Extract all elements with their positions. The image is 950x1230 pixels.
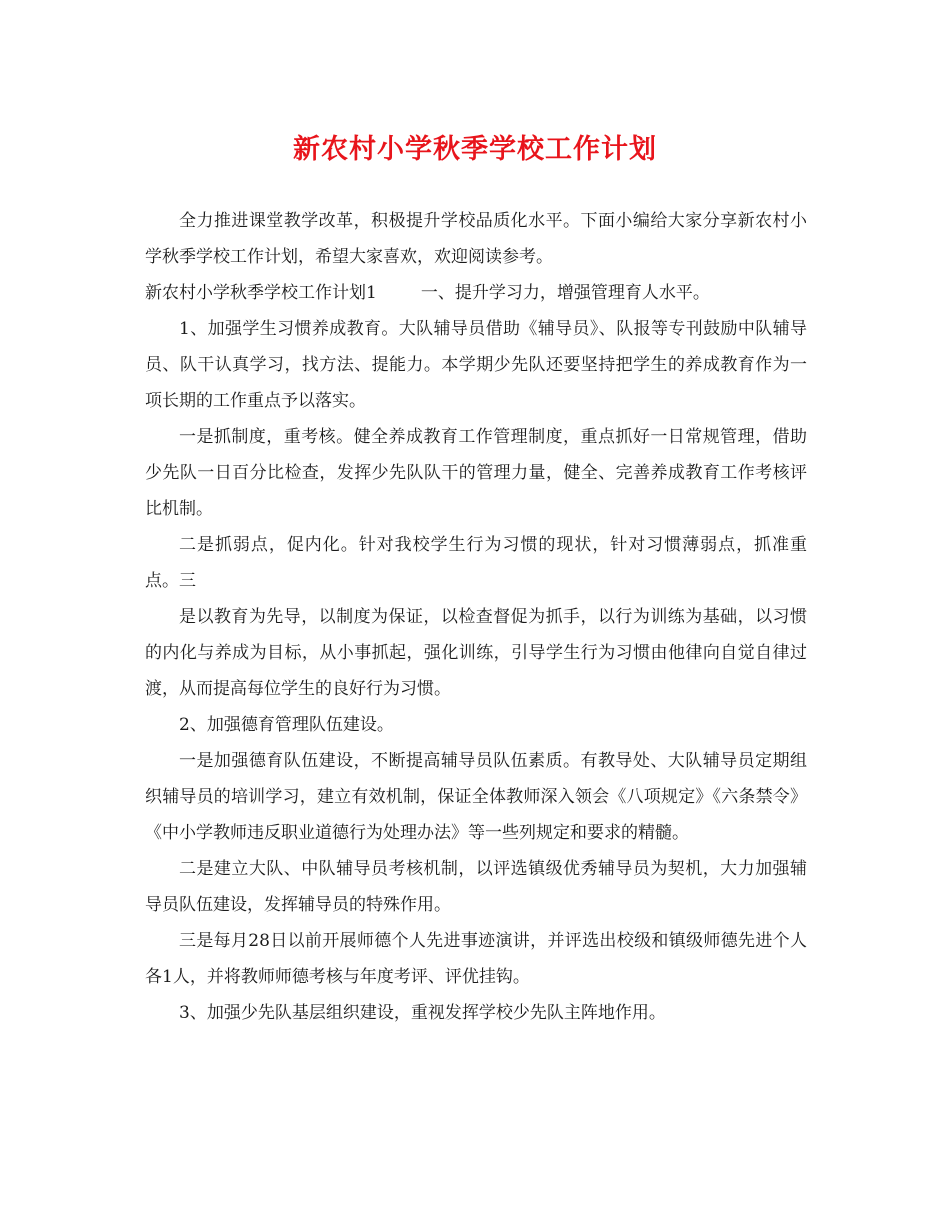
- plan-heading-line: [145, 275, 807, 311]
- paragraph-pioneer-organization: 3、加强少先队基层组织建设，重视发挥学校少先队主阵地作用。: [179, 1003, 666, 1023]
- plan-heading-label: 新农村小学秋季学校工作计划1: [145, 283, 377, 303]
- paragraph-weak-points: 二是抓弱点，促内化。针对我校学生行为习惯的现状，针对习惯薄弱点，抓准重点。三: [145, 535, 807, 591]
- paragraph-habit-education: 1、加强学生习惯养成教育。大队辅导员借助《辅导员》、队报等专刊鼓励中队辅导员、队干认真学习，找方法、提能力。本学期少先队还要坚持把学生的养成教育作为一项长期的工作重点予以落实。: [145, 319, 807, 411]
- paragraph-education-guidance: 是以教育为先导，以制度为保证，以检查督促为抓手，以行为训练为基础，以习惯的内化与养成为目标，从小事抓起，强化训练，引导学生行为习惯由他律向自觉自律过渡，从而提高每位学生的良好行为习惯。: [145, 607, 807, 699]
- paragraph-counselor-assessment: 二是建立大队、中队辅导员考核机制，以评选镇级优秀辅导员为契机，大力加强辅导员队伍建设，发挥辅导员的特殊作用。: [145, 859, 807, 915]
- document-body: [145, 203, 807, 1031]
- paragraph-system-assessment: 一是抓制度，重考核。健全养成教育工作管理制度，重点抓好一日常规管理，借助少先队一日百分比检查，发挥少先队队干的管理力量，健全、完善养成教育工作考核评比机制。: [145, 427, 807, 519]
- paragraph-teacher-ethics: 三是每月28日以前开展师德个人先进事迹演讲，并评选出校级和镇级师德先进个人各1人，并将教师师德考核与年度考评、评优挂钩。: [145, 931, 807, 987]
- document-title: 新农村小学秋季学校工作计划: [293, 134, 657, 165]
- plan-section-heading: 一、提升学习力，增强管理育人水平。: [420, 283, 710, 303]
- intro-paragraph: 全力推进课堂教学改革，积极提升学校品质化水平。下面小编给大家分享新农村小学秋季学校工作计划，希望大家喜欢，欢迎阅读参考。: [145, 211, 807, 267]
- paragraph-moral-team-building: 一是加强德育队伍建设，不断提高辅导员队伍素质。有教导处、大队辅导员定期组织辅导员的培训学习，建立有效机制，保证全体教师深入领会《八项规定》《六条禁令》《中小学教师违反职业道德行为处理办法》等一些列规定和要求的精髓。: [145, 751, 807, 843]
- paragraph-moral-team-heading: 2、加强德育管理队伍建设。: [179, 715, 394, 735]
